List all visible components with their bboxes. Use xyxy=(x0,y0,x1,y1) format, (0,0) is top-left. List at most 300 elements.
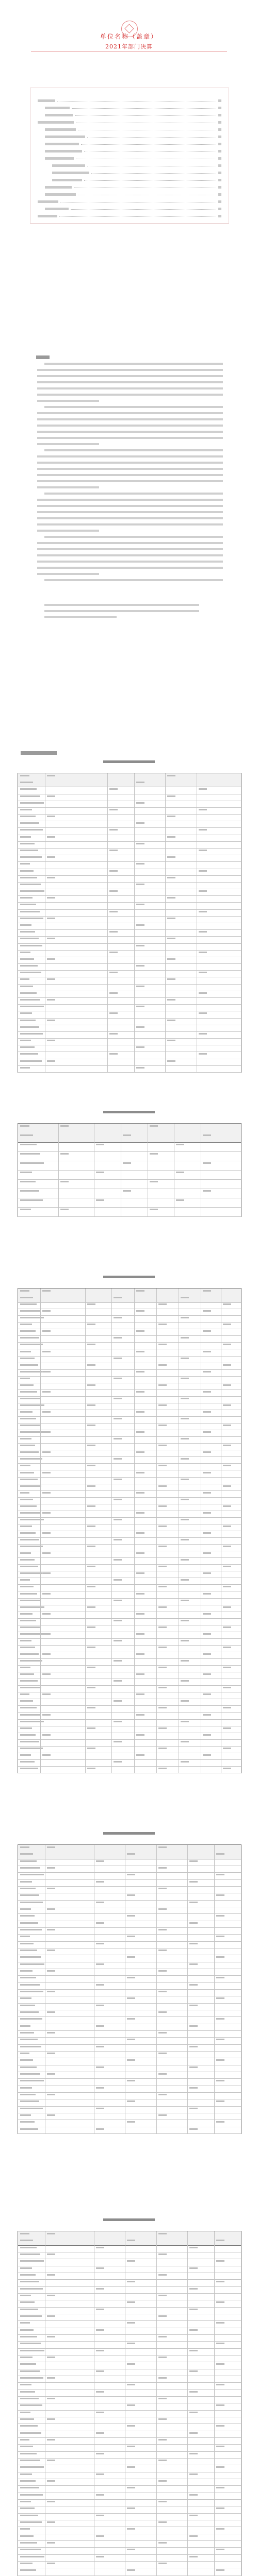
table-cell xyxy=(167,877,175,878)
paragraph-line xyxy=(37,567,223,569)
table-cell xyxy=(20,1546,43,1547)
table-row xyxy=(18,821,241,828)
table-row xyxy=(18,1524,241,1531)
table-cell xyxy=(136,965,144,967)
table-cell xyxy=(20,2384,31,2385)
table-row xyxy=(18,1463,241,1470)
table-cell xyxy=(20,1559,35,1561)
table-cell xyxy=(20,2473,32,2475)
table-cell xyxy=(96,2329,104,2331)
toc-entry[interactable] xyxy=(38,200,221,204)
table-row xyxy=(18,1969,241,1976)
table-row xyxy=(18,1329,241,1336)
table-cell xyxy=(20,1067,30,1069)
toc-leader xyxy=(84,180,216,181)
paragraph-line xyxy=(37,443,99,445)
table-cell xyxy=(136,1026,144,1028)
table-title-bar xyxy=(103,1111,155,1113)
table-cell xyxy=(20,1915,35,1917)
table-cell xyxy=(20,1881,32,1883)
table-cell xyxy=(127,2507,135,2509)
table-cell xyxy=(158,1768,167,1769)
table-cell xyxy=(20,945,42,946)
table-cell xyxy=(158,2114,167,2116)
table-cell xyxy=(20,1411,33,1413)
table-cell xyxy=(216,2322,224,2324)
table-cell xyxy=(20,829,43,831)
table-cell xyxy=(96,2370,104,2372)
table-cell xyxy=(167,856,175,858)
table-cell xyxy=(20,1673,34,1675)
table-cell xyxy=(136,1067,144,1069)
table-cell xyxy=(158,2480,167,2482)
table-cell xyxy=(20,2039,38,2040)
table-cell xyxy=(189,2453,198,2454)
paragraph-line xyxy=(44,363,223,365)
table-cell xyxy=(127,1915,135,1917)
table-cell xyxy=(20,2322,30,2324)
table-cell xyxy=(20,1693,29,1695)
toc-entry[interactable] xyxy=(38,193,221,196)
table-cell xyxy=(20,2432,41,2434)
table-cell xyxy=(203,1472,211,1473)
table-cell xyxy=(167,958,175,960)
table-cell xyxy=(136,1552,144,1554)
toc-entry[interactable] xyxy=(38,121,221,124)
table-cell xyxy=(20,877,37,878)
toc-entry-text xyxy=(38,200,58,203)
table-row xyxy=(18,1598,241,1605)
table-cell xyxy=(47,1867,55,1869)
table-cell xyxy=(114,1479,122,1480)
table-row xyxy=(18,2382,241,2389)
table-cell xyxy=(136,986,144,987)
table-cell xyxy=(158,1687,167,1688)
table-cell xyxy=(158,1344,167,1345)
table-cell xyxy=(20,938,39,939)
table-cell xyxy=(47,2357,55,2358)
table-cell xyxy=(223,1707,231,1708)
table-cell xyxy=(181,1519,189,1520)
table-cell xyxy=(87,1546,95,1547)
table-cell xyxy=(20,2094,36,2095)
table-cell xyxy=(136,1714,144,1716)
table-cell xyxy=(42,1290,51,1292)
table-cell xyxy=(136,1451,144,1453)
table-cell xyxy=(216,2121,224,2123)
table-cell xyxy=(20,1445,35,1446)
table-row xyxy=(18,2437,241,2445)
table-row xyxy=(18,2266,241,2273)
table-cell xyxy=(20,1984,40,1986)
table-cell xyxy=(189,2267,198,2269)
table-cell xyxy=(20,1144,37,1145)
table-cell xyxy=(20,1572,42,1574)
table-row xyxy=(18,2451,241,2459)
toc-entry[interactable] xyxy=(38,99,221,103)
table-cell xyxy=(203,1330,211,1332)
table-cell xyxy=(96,2087,104,2089)
table-cell xyxy=(158,2501,167,2502)
table-cell xyxy=(167,836,175,838)
table-cell xyxy=(42,1431,51,1433)
table-cell xyxy=(158,1707,167,1708)
table-cell xyxy=(47,1908,55,1910)
table-cell xyxy=(20,1667,30,1668)
table-cell xyxy=(20,952,30,953)
toc-page-number xyxy=(218,179,221,181)
table-cell xyxy=(20,2005,35,2006)
table-cell xyxy=(199,788,207,790)
table-cell xyxy=(158,1970,167,1972)
table-cell xyxy=(199,850,207,851)
table-cell xyxy=(127,2240,135,2241)
paragraph-line xyxy=(44,610,199,612)
table-cell xyxy=(114,1499,122,1500)
table-row xyxy=(18,970,241,977)
cover-title: 2021年部门决算 xyxy=(105,43,153,50)
table-cell xyxy=(181,1680,189,1682)
table-row xyxy=(18,1564,241,1571)
table-cell xyxy=(20,2404,42,2406)
table-cell xyxy=(136,822,144,824)
toc-entry[interactable] xyxy=(38,215,221,218)
table-cell xyxy=(158,1546,167,1547)
table-cell xyxy=(167,795,175,797)
table-cell xyxy=(96,2309,104,2310)
table-row xyxy=(18,2092,241,2099)
table-cell xyxy=(109,890,118,892)
table-cell xyxy=(203,1371,211,1372)
table-cell xyxy=(167,897,175,899)
paragraph-line xyxy=(37,548,223,550)
table-row xyxy=(18,2355,241,2362)
table-cell xyxy=(223,1324,231,1325)
table-header-row xyxy=(18,1852,241,1859)
table-cell xyxy=(20,1053,38,1055)
table-cell xyxy=(96,1902,104,1903)
table-row xyxy=(18,1065,241,1073)
table-cell xyxy=(42,1391,51,1393)
table-cell xyxy=(20,2439,29,2441)
table-row xyxy=(18,1692,241,1699)
table-cell xyxy=(20,2315,42,2317)
table-cell xyxy=(114,1620,122,1621)
table-cell xyxy=(216,2080,224,2081)
table-row xyxy=(18,991,241,998)
table-cell xyxy=(189,2515,198,2516)
toc-entry[interactable] xyxy=(38,143,221,146)
paragraph-line xyxy=(37,499,223,501)
table-cell xyxy=(20,2494,43,2496)
table-row xyxy=(18,882,241,889)
toc-entry[interactable] xyxy=(38,157,221,160)
table-row xyxy=(18,902,241,909)
table-cell xyxy=(216,2487,224,2488)
table-row xyxy=(18,1537,241,1545)
table-cell xyxy=(20,2059,33,2061)
table-cell xyxy=(199,1053,207,1055)
table-row xyxy=(18,1179,241,1189)
table-cell xyxy=(20,1754,31,1756)
table-cell xyxy=(127,1874,135,1875)
table-row xyxy=(18,2259,241,2266)
table-cell xyxy=(20,1134,33,1136)
toc-entry[interactable] xyxy=(38,114,221,117)
table-cell xyxy=(181,1761,189,1762)
table-cell xyxy=(47,978,55,980)
table-cell xyxy=(42,1411,51,1413)
table-cell xyxy=(20,2466,44,2468)
table-cell xyxy=(20,1172,32,1173)
paragraph-line xyxy=(44,616,117,618)
table-cell xyxy=(114,1721,122,1722)
table-row xyxy=(18,1962,241,1969)
table-cell xyxy=(20,1620,36,1621)
table-cell xyxy=(203,1391,211,1393)
table-row xyxy=(18,2010,241,2017)
table-cell xyxy=(203,1492,211,1494)
toc-page-number xyxy=(218,208,221,210)
table-cell xyxy=(216,2039,224,2040)
table-cell xyxy=(181,1297,189,1298)
table-row xyxy=(18,1934,241,1941)
table-row xyxy=(18,943,241,951)
table-cell xyxy=(109,829,118,831)
table-cell xyxy=(20,1458,42,1460)
table-cell xyxy=(123,1134,131,1136)
table-cell xyxy=(20,2350,44,2351)
toc-entry[interactable] xyxy=(38,208,221,211)
table-cell xyxy=(96,2556,104,2557)
table-cell xyxy=(96,1881,104,1883)
table-row xyxy=(18,1955,241,1962)
toc-entry[interactable] xyxy=(38,172,221,175)
table-cell xyxy=(47,958,55,960)
table-row xyxy=(18,2320,241,2328)
table-row xyxy=(18,2540,241,2548)
table-cell xyxy=(189,1984,198,1986)
table-cell xyxy=(216,1915,224,1917)
toc-entry[interactable] xyxy=(38,128,221,131)
table-cell xyxy=(181,1721,189,1722)
table-column-rule xyxy=(134,773,135,1072)
table-cell xyxy=(181,1398,189,1399)
table-header-row xyxy=(18,1124,241,1133)
table-cell xyxy=(87,1404,95,1406)
table-cell xyxy=(223,1465,231,1466)
paragraph-line xyxy=(44,406,223,408)
table-cell xyxy=(127,2425,135,2427)
table-row xyxy=(18,1059,241,1066)
table-row xyxy=(18,1025,241,1032)
table-cell xyxy=(199,829,207,831)
table-cell xyxy=(20,1479,38,1480)
table-cell xyxy=(181,1600,189,1601)
table-cell xyxy=(189,2247,198,2248)
table-cell xyxy=(150,1153,158,1155)
table-cell xyxy=(20,1125,29,1127)
toc-leader xyxy=(72,108,216,109)
table-cell xyxy=(223,1768,231,1769)
table-cell xyxy=(199,911,207,912)
table-cell xyxy=(181,1418,189,1419)
table-cell xyxy=(20,2066,37,2068)
table-cell xyxy=(47,1950,55,1951)
paragraph-line xyxy=(37,554,223,556)
table-row xyxy=(18,2534,241,2541)
table-cell xyxy=(20,2501,31,2502)
table-column-rule xyxy=(111,1289,112,1773)
toc-entry[interactable] xyxy=(38,186,221,189)
table-row xyxy=(18,2003,241,2010)
table-cell xyxy=(189,2128,198,2130)
table-cell xyxy=(216,2507,224,2509)
table-row xyxy=(18,2396,241,2403)
paragraph-line xyxy=(37,511,223,513)
table-column-rule xyxy=(214,1845,215,2133)
table-cell xyxy=(47,2094,55,2095)
table-cell xyxy=(20,2100,39,2102)
table-cell xyxy=(20,2363,36,2365)
toc-entry[interactable] xyxy=(38,135,221,139)
table-row xyxy=(18,1618,241,1625)
toc-leader xyxy=(87,137,216,138)
table-title-bar xyxy=(103,760,155,763)
toc-entry[interactable] xyxy=(38,150,221,153)
table-cell xyxy=(20,870,34,872)
table-row xyxy=(18,2314,241,2321)
table-cell xyxy=(216,1997,224,1999)
table-row xyxy=(18,869,241,876)
table-cell xyxy=(20,1358,35,1359)
table-cell xyxy=(20,1398,41,1399)
table-cell xyxy=(47,2521,55,2523)
table-cell xyxy=(127,2018,135,2020)
table-cell xyxy=(158,2357,167,2358)
table-cell xyxy=(127,2281,135,2282)
toc-entry[interactable] xyxy=(38,107,221,110)
table-row xyxy=(18,1612,241,1619)
table-cell xyxy=(189,2005,198,2006)
table-cell xyxy=(181,1358,189,1359)
cover-unit-name: 单位名称（盖章） xyxy=(100,33,158,40)
table-row xyxy=(18,2410,241,2417)
table-cell xyxy=(109,850,118,851)
table-cell xyxy=(60,1153,69,1155)
table-cell xyxy=(20,809,32,810)
table-row xyxy=(18,2044,241,2052)
toc-entry-text xyxy=(38,99,55,102)
table-cell xyxy=(20,2563,33,2564)
table-cell xyxy=(189,2046,198,2047)
table-cell xyxy=(109,972,118,973)
table-cell xyxy=(20,1970,33,1972)
table-cell xyxy=(20,1727,32,1729)
toc-entry-text xyxy=(45,143,79,145)
table-cell xyxy=(158,2094,167,2095)
table-title-bar xyxy=(103,2218,155,2221)
table-cell xyxy=(189,1860,198,1862)
table-row xyxy=(18,2493,241,2500)
paragraph-line xyxy=(37,462,223,464)
table-row xyxy=(18,2273,241,2280)
table-cell xyxy=(20,2121,35,2123)
paragraph-line xyxy=(37,530,99,532)
table-row xyxy=(18,2245,241,2252)
table-cell xyxy=(223,1344,231,1345)
table-cell xyxy=(158,1586,167,1587)
table-cell xyxy=(47,1970,55,1972)
table-cell xyxy=(20,1586,34,1587)
table-cell xyxy=(20,1153,40,1155)
table-cell xyxy=(203,1593,211,1595)
table-cell xyxy=(96,1943,104,1944)
table-cell xyxy=(114,1438,122,1439)
data-table xyxy=(18,1288,241,1773)
table-cell xyxy=(20,782,33,783)
table-cell xyxy=(223,1606,231,1608)
table-row xyxy=(18,1309,241,1316)
table-cell xyxy=(114,1559,122,1561)
table-cell xyxy=(203,1693,211,1695)
table-cell xyxy=(150,1181,158,1182)
table-cell xyxy=(20,1640,31,1641)
table-cell xyxy=(42,1693,51,1695)
toc-entry-text xyxy=(38,121,74,124)
table-cell xyxy=(47,877,55,878)
table-row xyxy=(18,2479,241,2486)
table-cell xyxy=(216,2260,224,2262)
table-cell xyxy=(20,2301,35,2303)
table-row xyxy=(18,875,241,883)
table-row xyxy=(18,1591,241,1599)
table-row xyxy=(18,787,241,794)
table-cell xyxy=(181,1640,189,1641)
toc-entry[interactable] xyxy=(38,164,221,167)
table-cell xyxy=(127,1853,135,1855)
table-cell xyxy=(87,1384,95,1386)
toc-entry[interactable] xyxy=(38,179,221,182)
table-cell xyxy=(158,2053,167,2054)
table-cell xyxy=(167,1060,175,1062)
table-cell xyxy=(20,1653,39,1655)
table-cell xyxy=(136,904,144,905)
table-cell xyxy=(20,2080,44,2081)
table-cell xyxy=(96,2288,104,2290)
paragraph-line xyxy=(37,523,223,526)
table-cell xyxy=(20,2053,29,2054)
table-cell xyxy=(223,1667,231,1668)
paragraph-line xyxy=(37,505,223,507)
table-cell xyxy=(20,2128,38,2130)
table-cell xyxy=(114,1761,122,1762)
table-cell xyxy=(136,1572,144,1574)
table-column-rule xyxy=(156,2231,157,2576)
table-cell xyxy=(87,1727,95,1729)
table-cell xyxy=(20,1512,40,1514)
table-cell xyxy=(127,1956,135,1958)
table-row xyxy=(18,1913,241,1921)
table-row xyxy=(18,1625,241,1632)
paragraph-line xyxy=(37,381,223,383)
paragraph-line xyxy=(37,468,223,470)
table-row xyxy=(18,2554,241,2562)
toc-page-number xyxy=(218,128,221,131)
table-cell xyxy=(42,1633,51,1635)
table-cell xyxy=(20,1956,41,1958)
table-cell xyxy=(20,1532,36,1534)
